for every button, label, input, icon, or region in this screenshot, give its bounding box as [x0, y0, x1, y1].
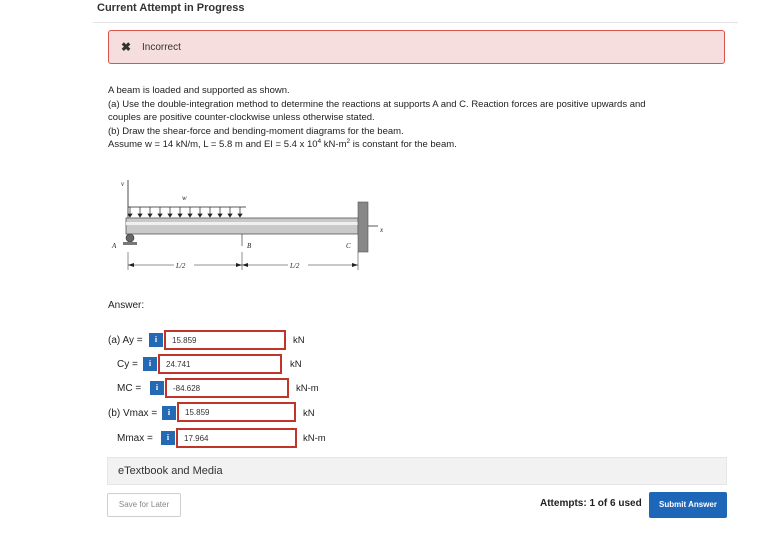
- support-c-label: C: [346, 242, 351, 250]
- info-icon[interactable]: i: [143, 357, 157, 371]
- info-icon[interactable]: i: [161, 431, 175, 445]
- answer-row-label: MC =: [117, 383, 142, 394]
- problem-line-1: A beam is loaded and supported as shown.: [108, 85, 290, 96]
- x-axis-label: x: [380, 226, 384, 234]
- x-icon: ✖: [121, 40, 132, 54]
- answer-input-vmax[interactable]: [177, 402, 296, 422]
- problem-line-4: (b) Draw the shear-force and bending-moment diagrams for the beam.: [108, 125, 404, 137]
- page-title: Current Attempt in Progress: [97, 2, 245, 14]
- point-b-label: B: [247, 242, 252, 250]
- answer-label: Answer:: [108, 300, 145, 311]
- problem-line-3: couples are positive counter-clockwise unless otherwise stated.: [108, 112, 375, 123]
- answer-unit: kN: [293, 335, 305, 346]
- answer-row-label: (a) Ay =: [108, 335, 143, 346]
- beam: [126, 218, 358, 234]
- load-arrows: [128, 207, 242, 217]
- submit-answer-button[interactable]: Submit Answer: [649, 492, 727, 518]
- answer-unit: kN: [303, 408, 315, 419]
- answer-input-cy[interactable]: [158, 354, 282, 374]
- v-axis-label: v: [121, 180, 125, 188]
- answer-row-label: Cy =: [117, 359, 138, 370]
- etextbook-media-link[interactable]: eTextbook and Media: [107, 457, 727, 485]
- info-icon[interactable]: i: [162, 406, 176, 420]
- answer-input-mc[interactable]: [165, 378, 289, 398]
- answer-input-mmax[interactable]: [176, 428, 297, 448]
- answer-row-label: Mmax =: [117, 433, 153, 444]
- pin-support: [126, 234, 134, 242]
- save-for-later-button[interactable]: Save for Later: [107, 493, 181, 517]
- info-icon[interactable]: i: [149, 333, 163, 347]
- info-icon[interactable]: i: [150, 381, 164, 395]
- dimension-right-label: L/2: [290, 262, 300, 270]
- problem-line-2: (a) Use the double-integration method to determine the reactions at supports A and C. Reaction forces are positive upwards and: [108, 98, 646, 110]
- problem-statement: [108, 84, 708, 152]
- answer-unit: kN-m: [296, 383, 319, 394]
- attempts-counter: Attempts: 1 of 6 used: [540, 498, 642, 509]
- feedback-status: Incorrect: [142, 42, 181, 53]
- support-a-label: A: [112, 242, 117, 250]
- dimension-left-label: L/2: [176, 262, 186, 270]
- answer-unit: kN: [290, 359, 302, 370]
- load-label: w: [182, 194, 187, 202]
- feedback-banner: [108, 30, 725, 64]
- support-ground: [123, 242, 137, 245]
- fixed-wall: [358, 202, 368, 252]
- beam-highlight: [126, 222, 358, 225]
- answer-unit: kN-m: [303, 433, 326, 444]
- header-divider: [93, 22, 738, 23]
- answer-input-ay[interactable]: [164, 330, 286, 350]
- answer-row-label: (b) Vmax =: [108, 408, 158, 419]
- beam-diagram: [110, 172, 400, 284]
- problem-line-5: Assume w = 14 kN/m, L = 5.8 m and EI = 5.4 x $10^4$ $kN-m^2$ is constant for the beam.: [108, 137, 457, 150]
